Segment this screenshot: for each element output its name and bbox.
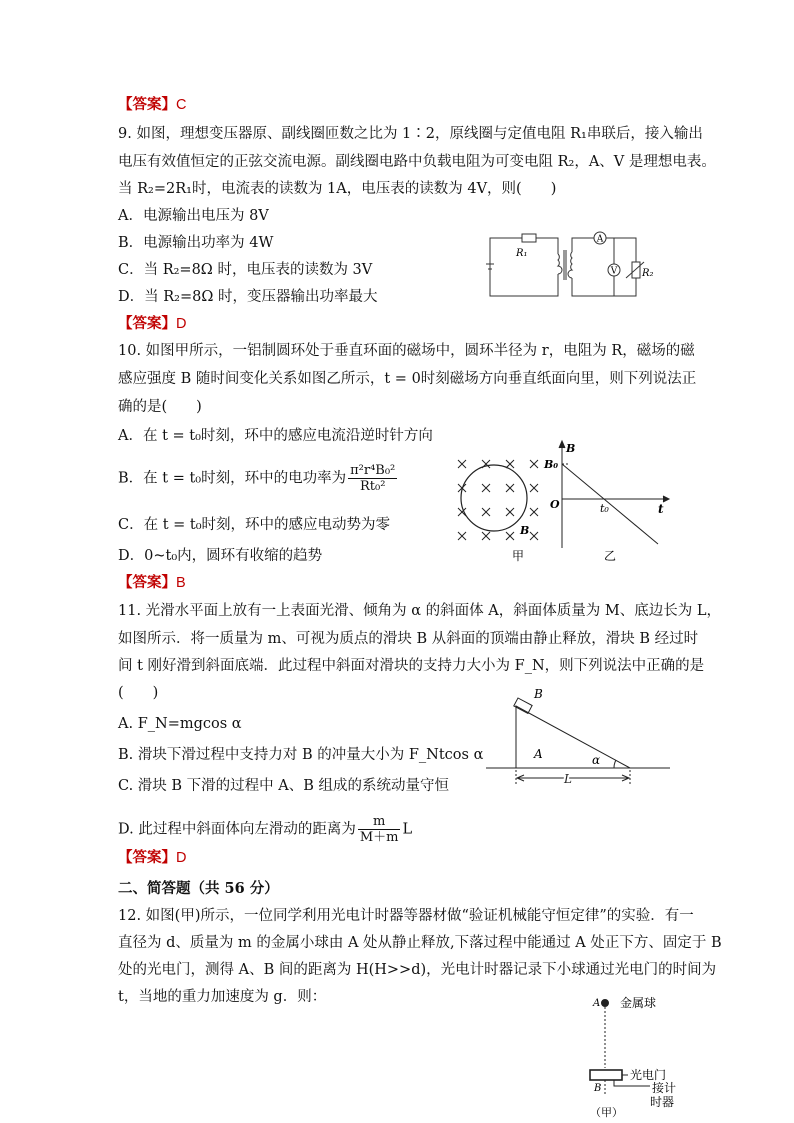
q11-option-a: A. F_N=mgcos α (118, 716, 242, 732)
t-axis-arrow (663, 496, 669, 502)
q9-option-c: C．当 R₂=8Ω 时，电压表的读数为 3V (118, 262, 373, 278)
q9-stem-line-3: 当 R₂=2R₁时，电流表的读数为 1A，电压表的读数为 4V，则( ) (118, 181, 557, 197)
primary-coil (558, 254, 562, 274)
q10-bt-graph (540, 438, 680, 564)
angle-arc (614, 760, 616, 768)
q11-incline-figure (486, 684, 672, 788)
power-fraction: $\frac{\text{π²r⁴B₀²}}{\text{Rt₀²}}$ (350, 463, 396, 494)
bt-line (562, 464, 658, 544)
length-label: L (564, 772, 572, 786)
q11-stem-line-3: 间 t 刚好滑到斜面底端．此过程中斜面对滑块的支持力大小为 F_N，则下列说法中正确的是 (118, 658, 705, 674)
q10-ring-figure (452, 452, 542, 562)
q9-stem-line-1: 9. 如图，理想变压器原、副线圈匝数之比为 1∶2，原线圈与定值电阻 R₁串联后，接入输出 (118, 126, 703, 142)
wedge-label: A (534, 747, 543, 761)
ammeter-label: A (596, 234, 604, 245)
block-label: B (534, 687, 543, 701)
caption-jia: 甲 (512, 549, 525, 563)
section-2-heading: 二、简答题（共 56 分） (118, 880, 279, 897)
q11-stem-line-2: 如图所示．将一质量为 m、可视为质点的滑块 B 从斜面的顶端由静止释放，滑块 B 经过时 (118, 631, 699, 647)
q10-stem-line-2: 感应强度 B 随时间变化关系如图乙所示，t = 0时刻磁场方向垂直纸面向里，则下列说法正 (118, 371, 697, 387)
timer-label-2: 时器 (650, 1095, 675, 1109)
resistor-r1 (522, 234, 536, 242)
point-b-label: B (594, 1083, 602, 1094)
q9-option-b: B．电源输出功率为 4W (118, 235, 274, 251)
q9-circuit-diagram (486, 232, 654, 300)
timer-label-1: 接计 (652, 1081, 677, 1095)
q9-option-d: D．当 R₂=8Ω 时，变压器输出功率最大 (118, 289, 378, 305)
distance-fraction: $\frac{m}{M+m}$ (359, 814, 399, 845)
photogate-label: 光电门 (630, 1068, 667, 1082)
voltmeter-label: V (610, 266, 618, 277)
point-a-label: A (593, 998, 601, 1009)
caption-yi: 乙 (604, 549, 617, 563)
q10-stem-line-3: 确的是( ) (118, 399, 202, 415)
metal-ball (602, 1000, 609, 1007)
r1-label: R₁ (516, 248, 528, 259)
q10-stem-line-1: 10. 如图甲所示，一铝制圆环处于垂直环面的磁场中，圆环半径为 r，电阻为 R，磁场的磁 (118, 343, 695, 359)
q10-answer: 【答案】B (118, 574, 186, 591)
q10-option-a: A．在 t = t₀时刻，环中的感应电流沿逆时针方向 (118, 428, 433, 444)
b-axis-arrow (559, 441, 565, 448)
q12-photogate-figure (584, 990, 704, 1120)
q9-option-a: A．电源输出电压为 8V (118, 208, 269, 224)
q10-option-c: C．在 t = t₀时刻，环中的感应电动势为零 (118, 517, 391, 533)
b0-label: B₀ (544, 458, 559, 471)
q11-option-d: D. 此过程中斜面体向左滑动的距离为 $\frac{m}{M+m}$ L (118, 814, 413, 845)
q10-option-d: D．0~t₀内，圆环有收缩的趋势 (118, 548, 323, 564)
q11-stem-line-4: ( ) (118, 685, 159, 701)
q12-stem-line-4: t，当地的重力加速度为 g．则： (118, 989, 327, 1005)
ring-b-label: B (520, 524, 530, 537)
angle-label: α (592, 753, 601, 767)
figure-caption-jia: （甲） (590, 1106, 623, 1119)
q11-option-b: B. 滑块下滑过程中支持力对 B 的冲量大小为 F_Ntcos α (118, 747, 484, 763)
r2-label: R₂ (642, 268, 654, 279)
q9-stem-line-2: 电压有效值恒定的正弦交流电源。副线圈电路中负载电阻为可变电阻 R₂，A、V 是理想电表。 (118, 154, 716, 170)
t-label: t (658, 502, 664, 516)
secondary-coil (568, 252, 572, 278)
q10-option-b: B．在 t = t₀时刻，环中的电功率为 $\frac{\text{π²r⁴B₀²}}{\text{Rt₀²}}$ (118, 463, 396, 494)
resistor-r2 (632, 262, 640, 278)
q11-stem-line-1: 11. 光滑水平面上放有一上表面光滑、倾角为 α 的斜面体 A，斜面体质量为 M、底边长为 L， (118, 603, 721, 619)
metal-ball-label: 金属球 (620, 996, 657, 1010)
photogate (590, 1070, 622, 1080)
origin-label: O (550, 498, 560, 511)
q12-stem-line-1: 12. 如图(甲)所示，一位同学利用光电计时器等器材做“验证机械能守恒定律”的实验．有一 (118, 908, 694, 924)
q8-answer: 【答案】C (118, 96, 187, 113)
q9-answer: 【答案】D (118, 315, 187, 332)
t0-label: t₀ (600, 502, 609, 515)
q12-stem-line-3: 处的光电门，测得 A、B 间的距离为 H(H>>d)，光电计时器记录下小球通过光电门的时间为 (118, 962, 717, 978)
q12-stem-line-2: 直径为 d、质量为 m 的金属小球由 A 处从静止释放,下落过程中能通过 A 处正下方、固定于 B (118, 935, 722, 951)
q11-option-c: C. 滑块 B 下滑的过程中 A、B 组成的系统动量守恒 (118, 778, 450, 794)
q11-answer: 【答案】D (118, 849, 187, 866)
graph-b-label: B (566, 442, 576, 455)
aluminum-ring (461, 465, 527, 531)
